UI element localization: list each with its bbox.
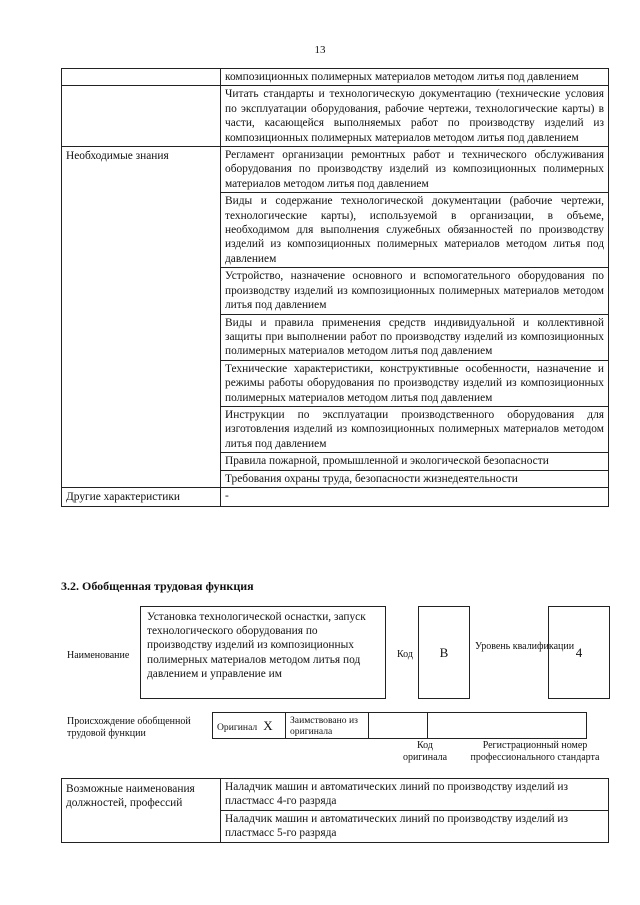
level-label: Уровень квалификации [475,641,575,652]
origin-label: Происхождение обобщенной трудовой функции [67,716,191,739]
table-row [62,147,609,193]
origin-code-cell [369,713,428,739]
positions-table [61,778,609,843]
row-label-other-characteristics: Другие характеристики [62,487,221,506]
row-text: Читать стандарты и технологическую документацию (технические условия по эксплуатации оборудования, рабочие чертежи, технологические карты) в части, касающейся выполняемых работ по производству изделий из композиционных полимерных материалов методом литья под давлением [221,86,609,147]
positions-label: Возможные наименования должностей, профессий [62,779,221,843]
reg-number-caption: Регистрационный номер профессионального стандарта [470,740,600,763]
row-text: Устройство, назначение основного и вспомогательного оборудования по производству изделий из композиционных полимерных материалов методом литья под давлением [221,268,609,314]
row-text: Технические характеристики, конструктивные особенности, назначение и режимы работы оборудования по производству изделий из композиционных полимерных материалов методом литья под давлением [221,360,609,406]
skills-knowledge-table [61,68,609,507]
table-row [62,487,609,506]
origin-original-cell [213,713,286,739]
row-text: Регламент организации ремонтных работ и технического обслуживания оборудования по производству изделий из композиционных полимерных материалов методом литья под давлением [221,147,609,193]
position-item: Наладчик машин и автоматических линий по производству изделий из пластмасс 4-го разряда [221,779,609,811]
row-text: Правила пожарной, промышленной и экологической безопасности [221,453,609,470]
page-number: 13 [314,44,326,56]
code-original-caption: Код оригинала [402,740,448,763]
table-row [62,86,609,147]
table-row [62,779,609,811]
position-item: Наладчик машин и автоматических линий по производству изделий из пластмасс 5-го разряда [221,810,609,842]
row-label-required-knowledge: Необходимые знания [62,147,221,488]
code-value: B [418,606,470,699]
name-value: Установка технологической оснастки, запуск технологического оборудования по производству изделий из композиционных полимерных материалов методом литья под давлением и управление им [140,606,386,699]
table-row [213,713,587,739]
section-title: 3.2. Обобщенная трудовая функция [61,579,254,593]
origin-table [212,712,587,739]
row-text: Требования охраны труда, безопасности жизнедеятельности [221,470,609,487]
level-value: 4 [548,606,610,699]
original-label: Оригинал [217,721,258,733]
row-text: - [221,487,609,506]
row-text: Виды и содержание технологической документации (рабочие чертежи, технологические карты), используемой в организации, в объеме, необходимом для выполнения служебных обязанностей по производству изделий из композиционных полимерных материалов методом литья под давлением [221,193,609,268]
row-text: Виды и правила применения средств индивидуальной и коллективной защиты при выполнении работ по производству изделий из композиционных полимерных материалов методом литья под давлением [221,314,609,360]
row-text: композиционных полимерных материалов методом литья под давлением [221,69,609,86]
table-row [62,69,609,86]
row-label [62,69,221,86]
row-text: Инструкции по эксплуатации производственного оборудования для изготовления изделий из композиционных полимерных материалов методом литья под давлением [221,406,609,452]
row-label [62,86,221,147]
code-label: Код [397,649,413,660]
name-label: Наименование [67,650,130,661]
origin-reg-number-cell [428,713,587,739]
original-mark: X [263,717,273,733]
origin-borrowed-cell: Заимствовано из оригинала [286,713,369,739]
